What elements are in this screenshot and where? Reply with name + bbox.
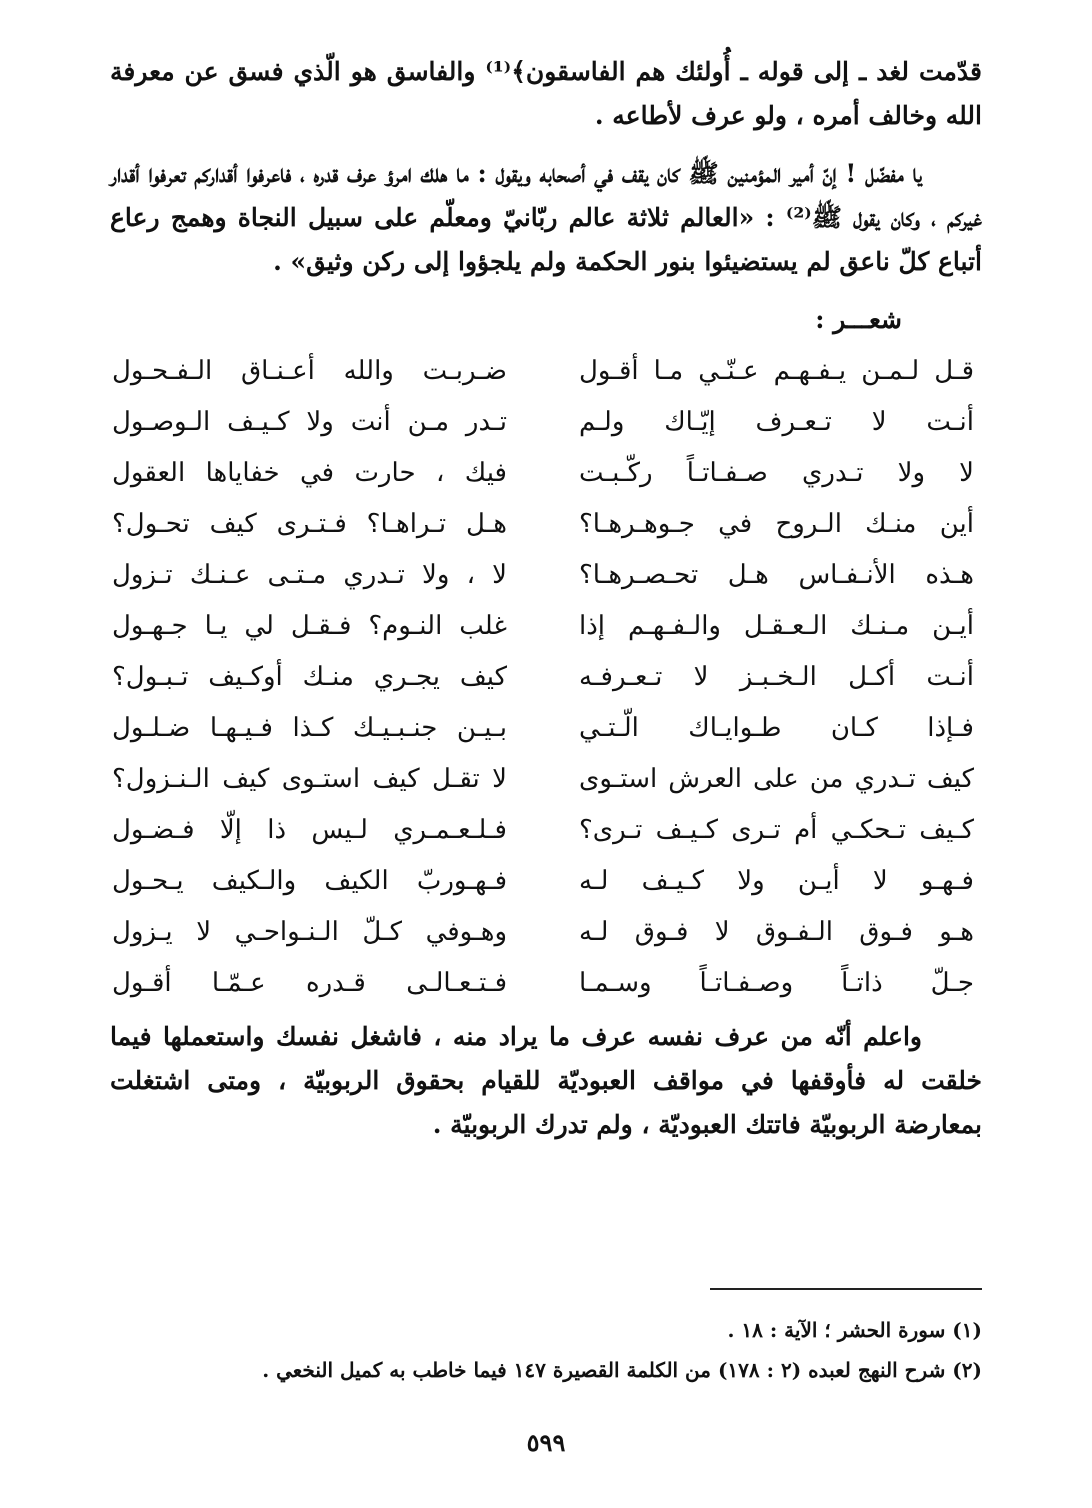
- poem: [110, 346, 982, 1009]
- footnote-divider: [710, 1288, 982, 1290]
- footnote-2: (٢) شرح النهج لعبده (٢ : ١٧٨) من الكلمة القصيرة ١٤٧ فيما خاطب به كميل النخعي .: [262, 1358, 982, 1382]
- page-body: [110, 50, 982, 1147]
- verse-first-hemistich: جـلّ ذاتـاً وصـفـاتـاً وسـمـا: [579, 968, 974, 998]
- verse-first-hemistich: أين منـك الـروح في جـوهـرهـا؟: [579, 509, 974, 539]
- verse-first-hemistich: أنـت لا تـعـرف إيّـاك ولـم: [579, 407, 974, 437]
- verse-second-hemistich: هـل تـراهـا؟ فـتـرى كيف تحـول؟: [112, 509, 507, 539]
- verse-second-hemistich: لا تقـل كيف استـوى كيف الـنـزول؟: [112, 764, 507, 794]
- poem-verse: [110, 958, 982, 1009]
- verse-second-hemistich: فـلـعـمـري لـيس ذا إلّا فـضـول: [112, 815, 507, 845]
- poem-verse: [110, 805, 982, 856]
- paragraph-1: قدّمت لغد ـ إلى قوله ـ أُولئك هم الفاسقون﴾⁽¹⁾ والفاسق هو الّذي فسق عن معرفة الله وخالف أمره ، ولو عرف لأطاعه .: [110, 57, 982, 130]
- footnotes: [110, 1310, 982, 1390]
- poem-verse: [110, 601, 982, 652]
- poem-verse: [110, 346, 982, 397]
- verse-second-hemistich: فـهـوربّ الكيف والـكيف يـحـول: [112, 866, 507, 896]
- verse-second-hemistich: وهـوفي كـلّ الـنـواحـي لا يـزول: [112, 917, 507, 947]
- verse-first-hemistich: كـيف تـحكـي أم تـرى كـيـف تـرى؟: [579, 815, 974, 845]
- footnote-1: (١) سورة الحشر ؛ الآية : ١٨ .: [727, 1318, 982, 1342]
- verse-second-hemistich: فـتـعـالـى قـدره عـمّـا أقـول: [112, 968, 507, 998]
- verse-first-hemistich: لا ولا تـدري صـفـاتـاً ركّـبـت: [579, 458, 974, 488]
- verse-second-hemistich: غلب النـوم؟ فـقـل لي يـا جـهـول: [112, 611, 507, 641]
- verse-first-hemistich: كيف تـدري من على العرش استـوى: [579, 764, 974, 794]
- poem-verse: [110, 856, 982, 907]
- verse-second-hemistich: ضـربـت والله أعـنـاق الـفـحـول: [112, 356, 507, 386]
- poem-verse: [110, 448, 982, 499]
- verse-first-hemistich: فـهـو لا أيـن ولا كـيـف لـه: [579, 866, 974, 896]
- poem-verse: [110, 703, 982, 754]
- verse-first-hemistich: أيـن مـنـك الـعـقـل والـفـهـم إذا: [579, 611, 974, 641]
- verse-first-hemistich: هـو فـوق الـفـوق لا فـوق لـه: [579, 917, 974, 947]
- verse-first-hemistich: قـل لـمـن يـفـهـم عـنّـي مـا أقـول: [579, 356, 974, 386]
- verse-second-hemistich: تـدر مـن أنت ولا كـيـف الـوصـول: [112, 407, 507, 437]
- poem-label: شعـــر :: [815, 305, 902, 334]
- poem-verse: [110, 550, 982, 601]
- verse-second-hemistich: كيف يجـري منـك أوكـيف تـبـول؟: [112, 662, 507, 692]
- verse-first-hemistich: فـإذا كـان طـوايـاك الّـتـي: [579, 713, 974, 743]
- poem-verse: [110, 652, 982, 703]
- paragraph-2: يا مفضّل ! إنّ أمير المؤمنين ﷺ كان يقف في أصحابه ويقول : ما هلك امرؤ عرف قدره ، فاعرفوا أقداركم تعرفوا أقدار غيركم ، وكان يقول ﷺ⁽²⁾ : «العالم ثلاثة عالم ربّانيّ ومعلّم على سبيل النجاة وهمج رعاع أتباع كلّ ناعق لم يستضيئوا بنور الحكمة ولم يلجؤوا إلى ركن وثيق» .: [110, 159, 982, 276]
- paragraph-3: واعلم أنّه من عرف نفسه عرف ما يراد منه ، فاشغل نفسك واستعملها فيما خلقت له فأوقفها في مواقف العبوديّة للقيام بحقوق الربوبيّة ، ومتى اشتغلت بمعارضة الربوبيّة فاتتك العبوديّة ، ولم تدرك الربوبيّة .: [110, 1022, 982, 1139]
- poem-verse: [110, 754, 982, 805]
- verse-first-hemistich: هـذه الأنـفـاس هـل تحـصـرهـا؟: [579, 560, 974, 590]
- verse-second-hemistich: فيك ، حارت في خفاياها العقول: [112, 458, 507, 488]
- poem-verse: [110, 907, 982, 958]
- poem-verse: [110, 499, 982, 550]
- verse-first-hemistich: أنـت أكـل الـخـبـز لا تـعـرفـه: [579, 662, 974, 692]
- poem-verse: [110, 397, 982, 448]
- page-number: ٥٩٩: [526, 1428, 566, 1457]
- verse-second-hemistich: لا ، ولا تـدري مـتـى عـنـك تـزول: [112, 560, 507, 590]
- verse-second-hemistich: بـيـن جنـبـيـك كـذا فـيـهـا ضـلـول: [112, 713, 507, 743]
